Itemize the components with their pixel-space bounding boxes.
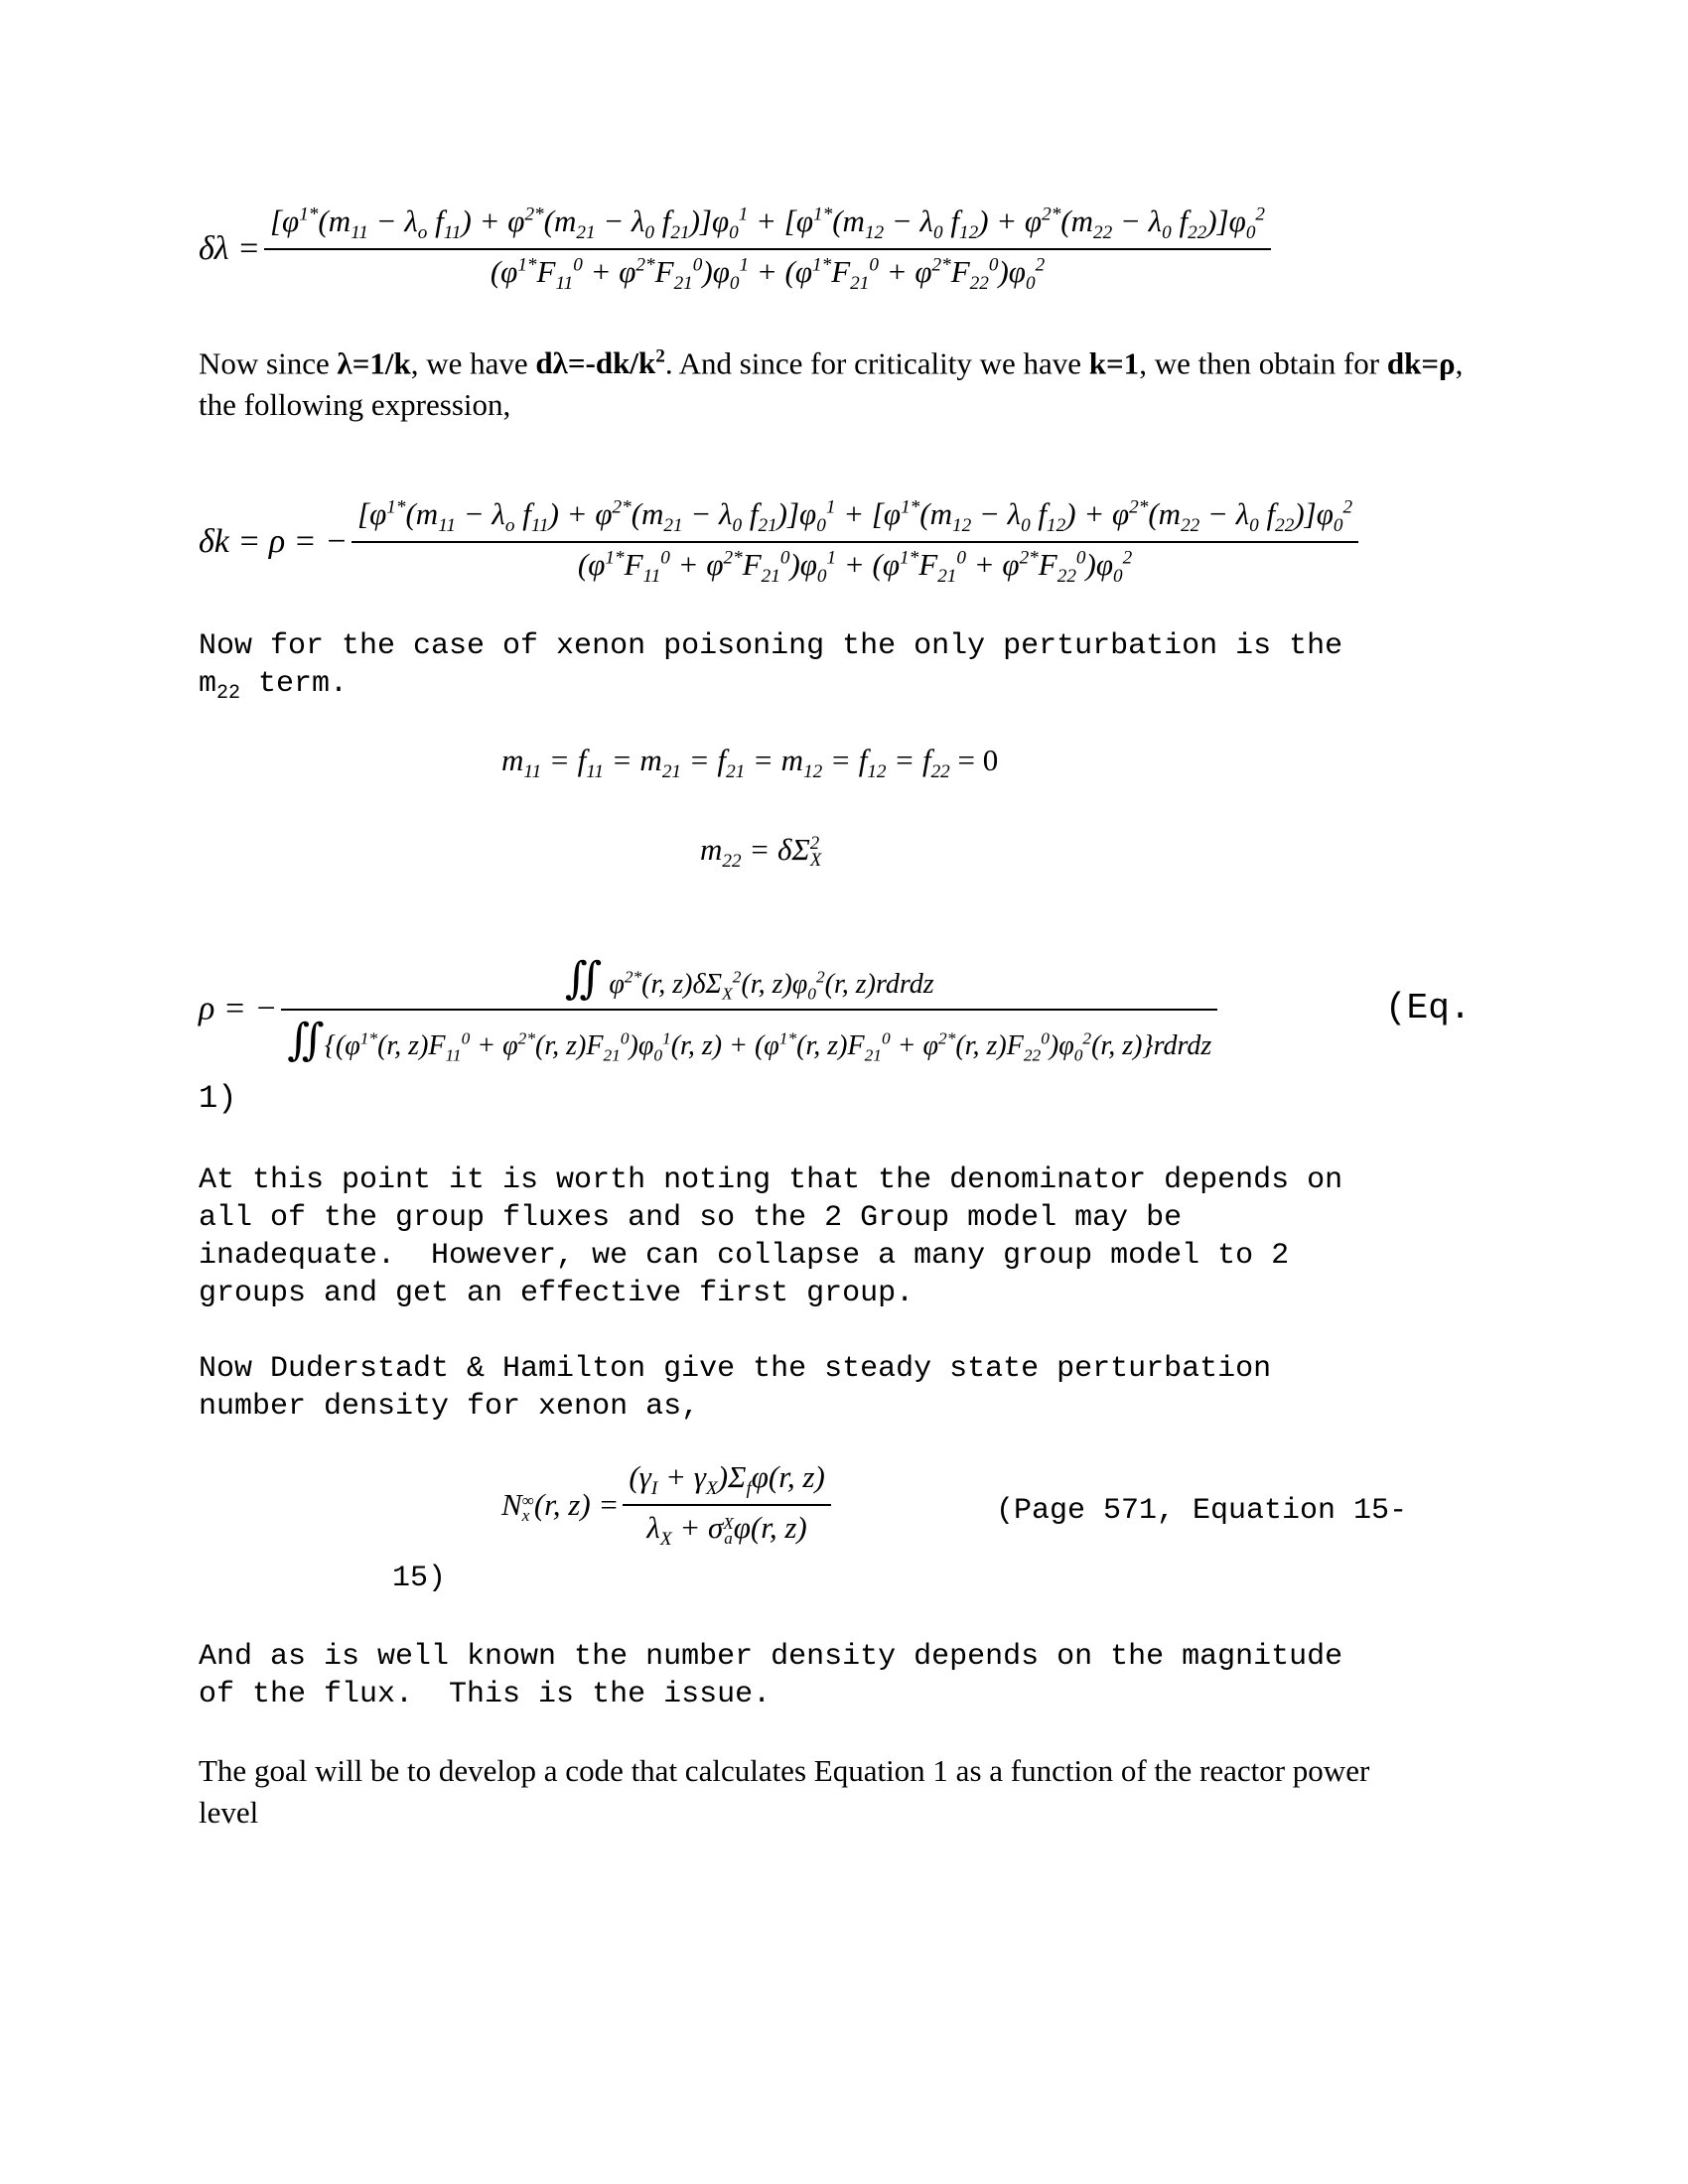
paragraph-denominator-note: [199, 1161, 1342, 1312]
text-line: number density for xenon as,: [199, 1390, 700, 1424]
equation-fraction: [264, 204, 1271, 295]
equation-numerator: $(\gamma_I + \gamma_X)\Sigma_f\varphi(r$, z): [623, 1459, 830, 1506]
equation-lhs: δk = ρ = −: [199, 523, 349, 561]
equation-fraction: [623, 1459, 830, 1551]
equation-lhs: N ∞ x (r, z) =: [501, 1487, 620, 1525]
subscript: 22: [216, 682, 241, 705]
equation-denominator: $(\varphi^{1*}F_{11}^0 + \varphi^{2*}F_{21}^0)\varphi_0^1 + (\varphi^{1*}F_{21}^0 + \varphi^{2*}F_{22}^0)\varphi_0^2$: [490, 254, 1046, 295]
bold-text: dk=ρ: [1386, 345, 1456, 381]
equation-rhs: = δΣ: [749, 832, 810, 867]
paragraph-duderstadt: [199, 1350, 1271, 1426]
text: term.: [240, 667, 349, 701]
text: . And since for criticality we have: [664, 345, 1089, 381]
text-line: of the flux. This is the issue.: [199, 1678, 772, 1711]
text: , we have: [410, 345, 536, 381]
paragraph-goal: [199, 1750, 1489, 1834]
bold-text: k=1: [1088, 345, 1140, 381]
superscript: 2: [655, 346, 665, 367]
equation-denominator: $(\varphi^{1*}F_{11}^0 + \varphi^{2*}F_{21}^0)\varphi_0^1 + (\varphi^{1*}F_{21}^0 + \varphi^{2*}F_{22}^0)\varphi_0^2$: [577, 547, 1133, 588]
text: Now since: [199, 345, 338, 381]
text-line: Now for the case of xenon poisoning the only perturbation is the: [199, 629, 1343, 663]
equation-lhs: δλ =: [199, 230, 260, 268]
text-line: And as is well known the number density depends on the magnitude: [199, 1640, 1343, 1674]
equation-denominator: $\lambda_X + \sigma$ X a φ(r, z): [646, 1510, 807, 1551]
equation-denominator: $∬\{(\varphi^{1*}(r$, $z)F_{11}^0 + \varphi^{2*}(r$, $z)F_{21}^0)\varphi_0^1(r$, $z) + (\varphi^{1*}(r$, $z)F_{21}^0 + \varphi^{2*}(r$, $z)F_{22}^0)\varphi_0^2(r$, z)}rdrdz: [287, 1015, 1212, 1065]
equation-xenon-label-a: (Page 571, Equation 15-: [996, 1494, 1408, 1528]
text-line: groups and get an effective first group.: [199, 1277, 914, 1310]
paragraph-xenon-poisoning: [199, 627, 1342, 713]
text-line: Now Duderstadt & Hamilton give the steady state perturbation: [199, 1352, 1272, 1386]
equation-rhs: = 0: [957, 743, 999, 777]
equation-numerator: ∬ $\varphi^{2*}(r$, $z)\delta\Sigma_X^2(r$, $z)\varphi_0^2(r$, z)rdrdz: [281, 953, 1217, 1011]
equation-delta-k: [199, 496, 1358, 588]
text-line: all of the group fluxes and so the 2 Group model may be: [199, 1201, 1183, 1235]
equation-lhs: ρ = −: [199, 990, 278, 1027]
equation-m22: $m_{22} = \delta\Sigma$ 2 X: [700, 832, 822, 873]
equation-fraction: [352, 496, 1358, 588]
text: , we then obtain for: [1139, 345, 1387, 381]
equation-numerator: [$\varphi^{1*}(m_{11} - \lambda_o$ $f_{11}) + \varphi^{2*}(m_{21} - \lambda_0$ $f_{21})]\varphi_0^1 + [\varphi^{1*}(m_{12} - \lambda_0$ $f_{12}) + \varphi^{2*}(m_{22} - \lambda_0$ $f_{22})]\varphi_0^2$: [264, 204, 1271, 250]
bold-text-part: dλ=-dk/k: [535, 345, 656, 381]
subscript: 22: [722, 851, 742, 873]
equation-1-rho: [199, 953, 1217, 1065]
equation-xenon-density: [501, 1459, 831, 1551]
text-line: level: [199, 1795, 259, 1830]
text-line: At this point it is worth noting that the denominator depends on: [199, 1163, 1343, 1197]
text: m: [199, 667, 217, 701]
text-line: The goal will be to develop a code that calculates Equation 1 as a function of the reactor power: [199, 1753, 1370, 1788]
equation-numerator: [$\varphi^{1*}(m_{11} - \lambda_o$ $f_{11}) + \varphi^{2*}(m_{21} - \lambda_0$ $f_{21})]\varphi_0^1 + [\varphi^{1*}(m_{12} - \lambda_0$ $f_{12}) + \varphi^{2*}(m_{22} - \lambda_0$ $f_{22})]\varphi_0^2$: [352, 496, 1358, 543]
bold-text: [535, 345, 664, 380]
text-line: inadequate. However, we can collapse a many group model to 2: [199, 1239, 1290, 1273]
paragraph-flux-issue: [199, 1638, 1342, 1713]
equation-zero-terms: $m_{11} = f_{11} = m_{21} = f_{21} = m_{12} = f_{12} = f_{22} = 0$: [501, 743, 999, 783]
equation-lhs: m: [700, 832, 723, 867]
equation-delta-lambda: [199, 204, 1271, 295]
paragraph-criticality: [199, 337, 1489, 426]
equation-1-label-b: 1): [199, 1080, 237, 1117]
text: , the following expression,: [199, 345, 1464, 423]
equation-xenon-label-b: 15): [392, 1562, 447, 1595]
bold-text: λ=1/k: [337, 345, 411, 381]
equation-1-label-a: (Eq.: [1385, 988, 1472, 1028]
equation-fraction: [281, 953, 1217, 1065]
